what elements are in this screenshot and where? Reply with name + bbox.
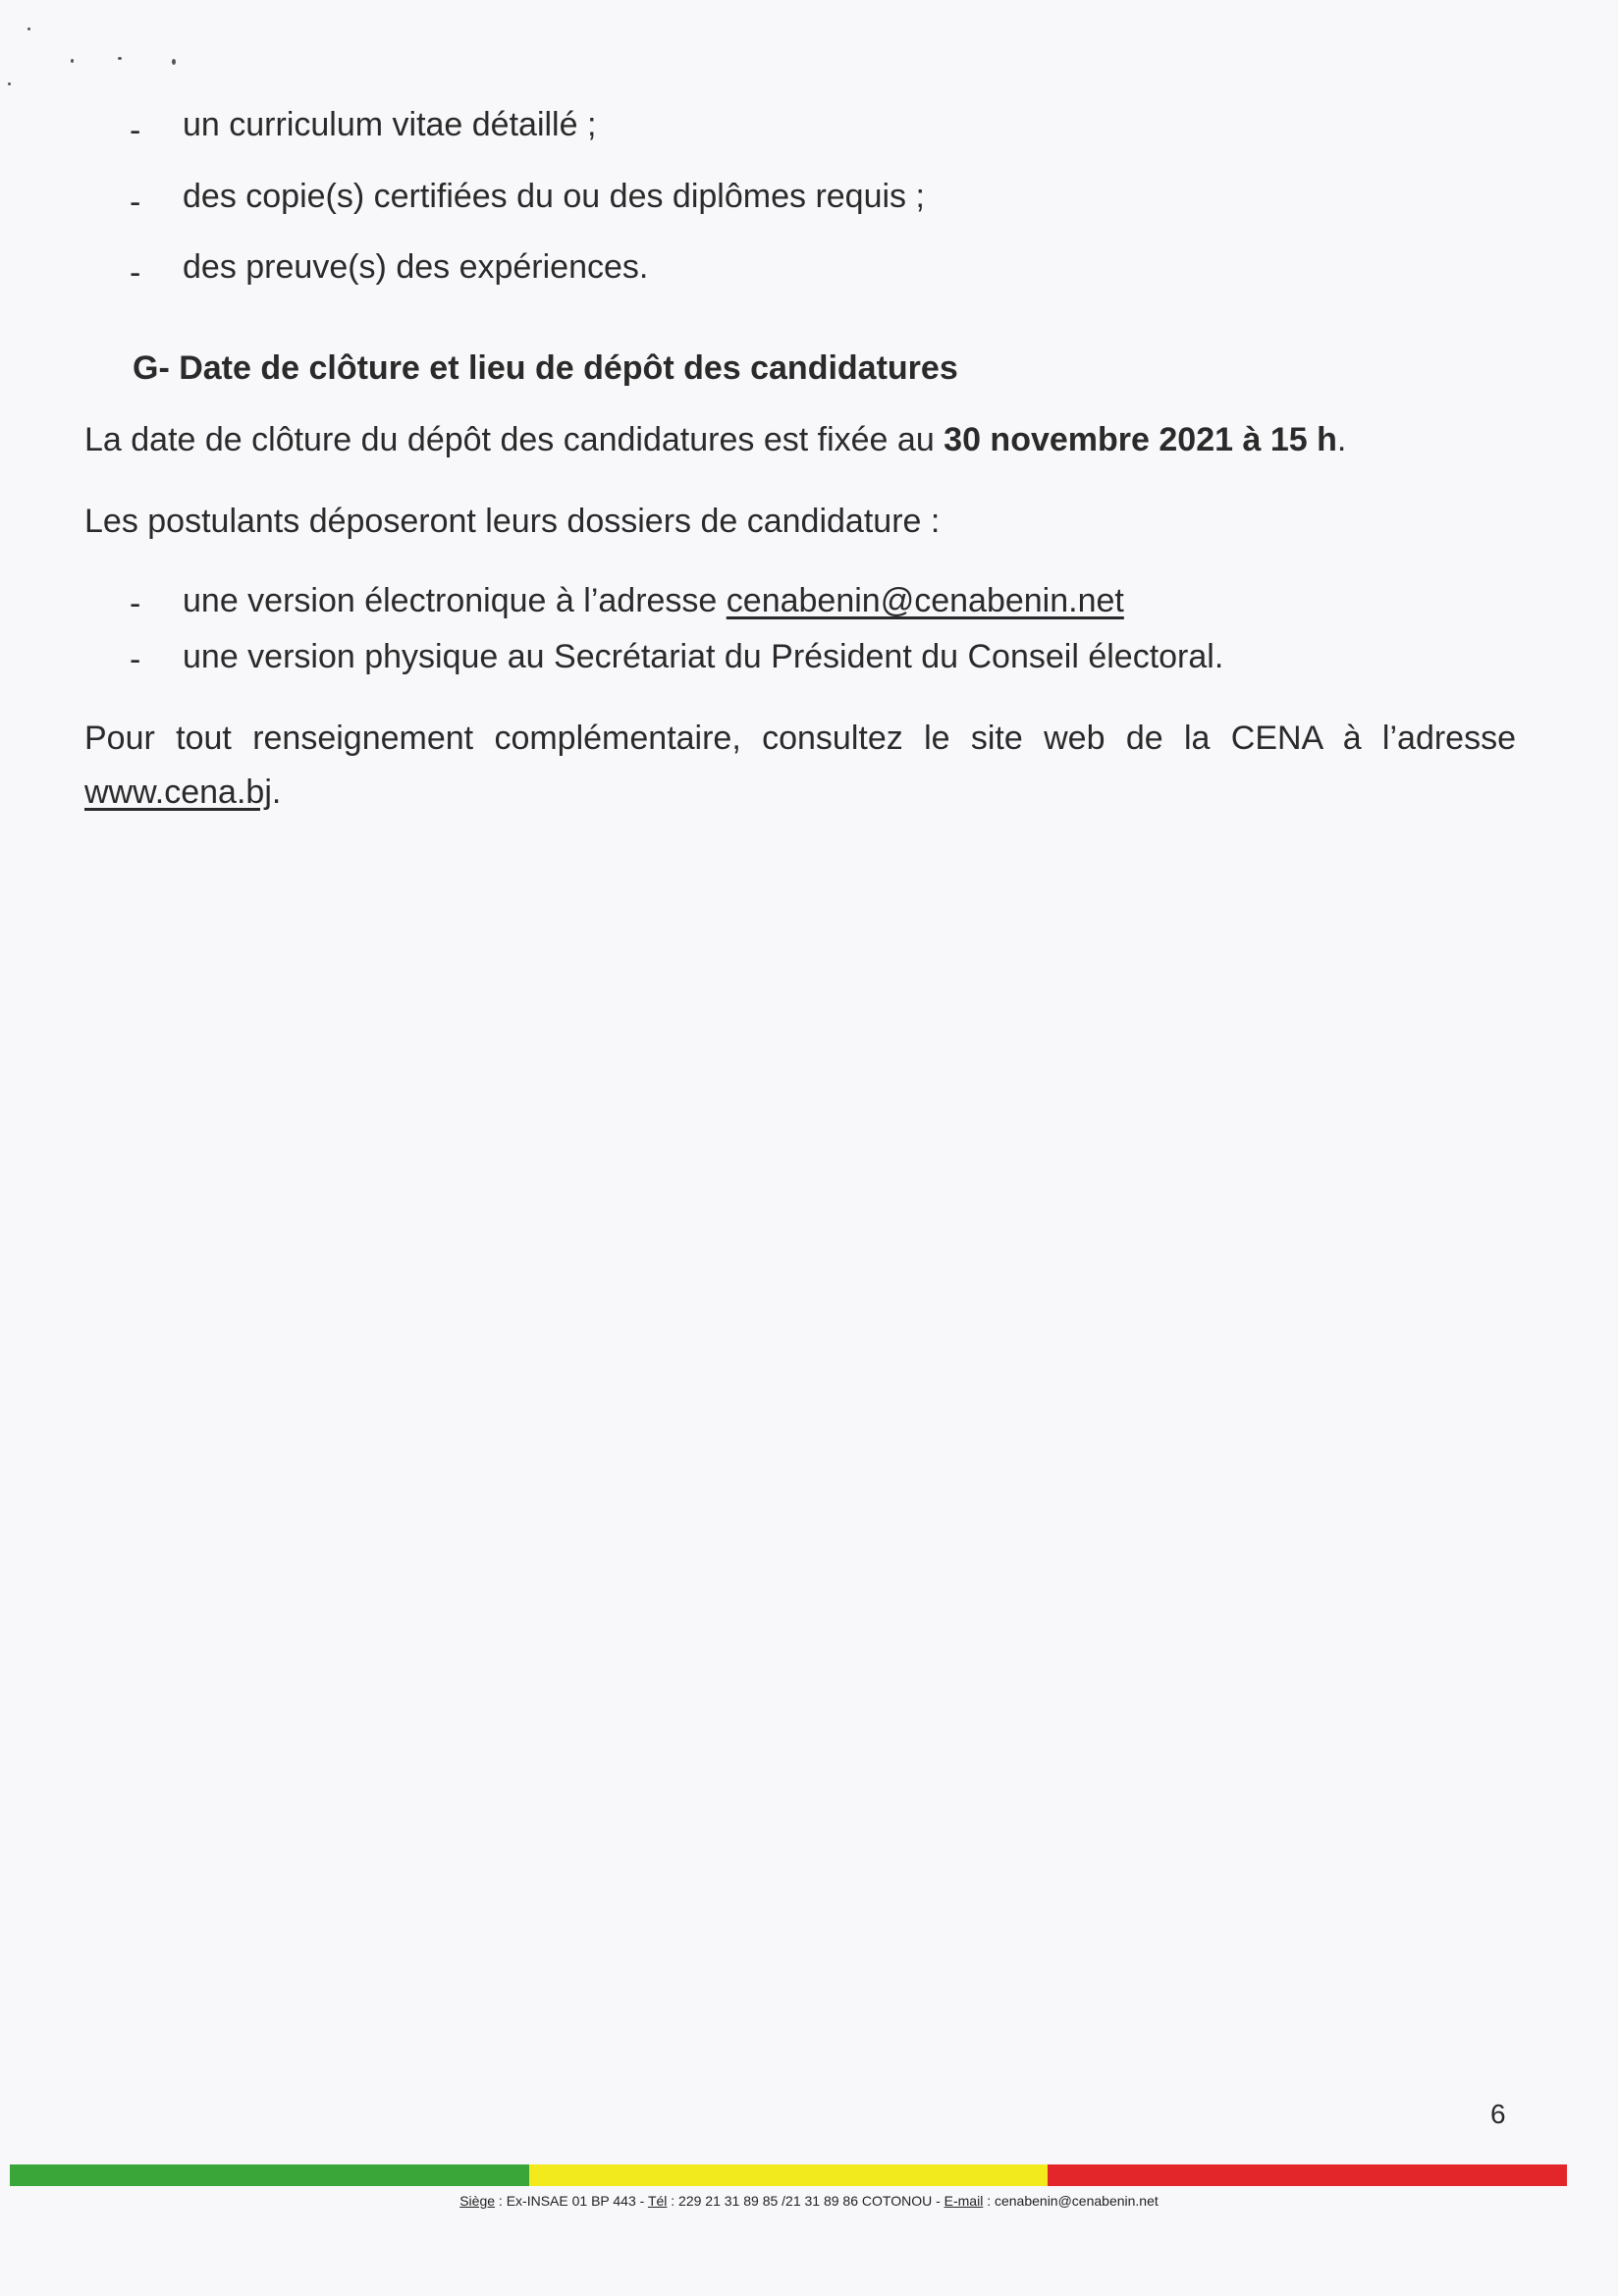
- closing-end: .: [1336, 421, 1347, 458]
- siege-value: : Ex-INSAE 01 BP 443 -: [495, 2193, 648, 2209]
- submission-intro: Les postulants déposeront leurs dossiers de candidature :: [84, 503, 941, 540]
- closing-text: La date de clôture du dépôt des candidatures est fixée au: [84, 421, 944, 458]
- tel-label: Tél: [647, 2193, 668, 2209]
- list-item: une version physique au Secrétariat du Président du Conseil électoral.: [183, 638, 1224, 675]
- siege-label: Siège: [459, 2193, 496, 2209]
- info-paragraph: Pour tout renseignement complémentaire, consultez le site web de la CENA à l’adresse: [84, 720, 1516, 757]
- footer-address: [0, 2193, 1618, 2209]
- email-value: : cenabenin@cenabenin.net: [983, 2193, 1159, 2209]
- list-bullet: -: [130, 184, 141, 221]
- list-item: [183, 581, 1124, 621]
- list-bullet: -: [130, 254, 141, 292]
- electronic-prefix: une version électronique à l’adresse: [183, 582, 727, 619]
- page-number: 6: [1490, 2099, 1506, 2129]
- website-line: [84, 773, 281, 813]
- flag-green-stripe: [10, 2164, 529, 2186]
- website-end: .: [271, 774, 282, 811]
- email-label: E-mail: [944, 2193, 984, 2209]
- flag-red-stripe: [1048, 2164, 1567, 2186]
- list-bullet: -: [130, 585, 141, 622]
- flag-band: [10, 2164, 1567, 2186]
- website-link[interactable]: www.cena.bj: [84, 774, 272, 811]
- list-item: un curriculum vitae détaillé ;: [183, 106, 597, 143]
- list-item: des preuve(s) des expériences.: [183, 248, 649, 286]
- flag-yellow-stripe: [529, 2164, 1049, 2186]
- section-heading: G- Date de clôture et lieu de dépôt des candidatures: [133, 349, 958, 387]
- closing-paragraph: [84, 420, 1346, 460]
- list-item: des copie(s) certifiées du ou des diplômes requis ;: [183, 178, 925, 215]
- list-bullet: -: [130, 641, 141, 678]
- email-link[interactable]: cenabenin@cenabenin.net: [726, 582, 1124, 619]
- tel-value: : 229 21 31 89 85 /21 31 89 86 COTONOU -: [667, 2193, 944, 2209]
- list-bullet: -: [130, 112, 141, 149]
- closing-date: 30 novembre 2021 à 15 h: [944, 421, 1337, 458]
